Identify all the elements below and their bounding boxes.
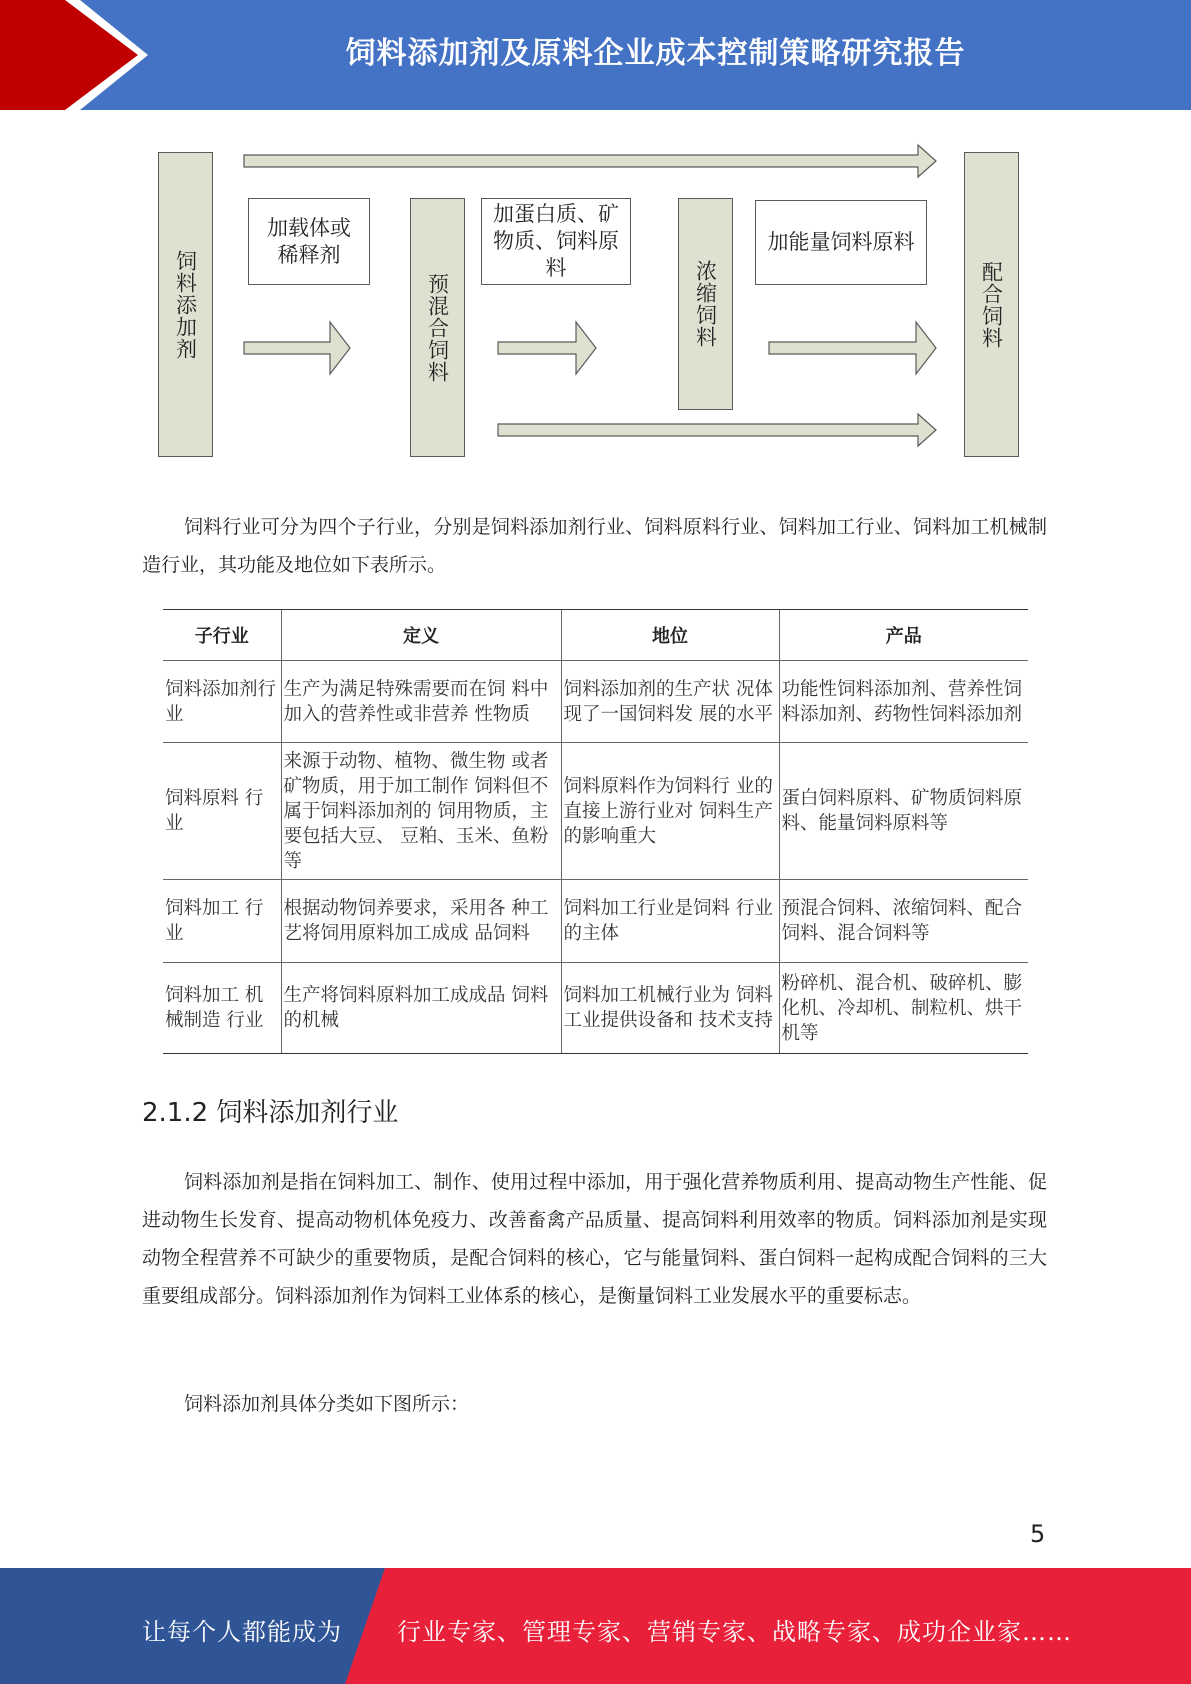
intro-paragraph: 饲料行业可分为四个子行业，分别是饲料添加剂行业、饲料原料行业、饲料加工行业、饲料加工机械制造行业，其功能及地位如下表所示。 xyxy=(142,516,1047,576)
header-title: 饲料添加剂及原料企业成本控制策略研究报告 xyxy=(345,36,966,71)
table-cell: 蛋白饲料原料、矿物质饲料原料、能量饲料原料等 xyxy=(779,743,1028,880)
flow-arrows xyxy=(140,140,1040,470)
page-number: 5 xyxy=(1030,1520,1046,1548)
arrow-premix-to-compound xyxy=(498,414,936,446)
compound-label: 配合饲料 xyxy=(979,260,1004,349)
table-cell: 饲料加工机械行业为 饲料工业提供设备和 技术支持 xyxy=(561,963,779,1054)
subindustry-table xyxy=(163,609,1028,1054)
page-header xyxy=(0,0,1191,110)
body-paragraph: 饲料添加剂是指在饲料加工、制作、使用过程中添加，用于强化营养物质利用、提高动物生产性能、促进动物生长发育、提高动物机体免疫力、改善畜禽产品质量、提高饲料利用效率的物质。饲料添加剂是实现动物全程营养不可缺少的重要物质，是配合饲料的核心，它与能量饲料、蛋白饲料一起构成配合饲料的三大重要组成部分。饲料添加剂作为饲料工业体系的核心，是衡量饲料工业发展水平的重要标志。 xyxy=(142,1171,1047,1307)
table-row xyxy=(163,661,1028,743)
table-cell: 根据动物饲养要求，采用各 种工艺将饲用原料加工成成 品饲料 xyxy=(281,880,561,963)
arrow-top-long xyxy=(244,145,936,177)
table-cell: 饲料原料作为饲料行 业的直接上游行业对 饲料生产的影响重大 xyxy=(561,743,779,880)
table-cell: 来源于动物、植物、微生物 或者矿物质，用于加工制作 饲料但不属于饲料添加剂的 饲用物质，主要包括大豆、 豆粕、玉米、鱼粉等 xyxy=(281,743,561,880)
table-row xyxy=(163,963,1028,1054)
table-cell: 饲料加工行业是饲料 行业的主体 xyxy=(561,880,779,963)
table-cell: 饲料原料 行业 xyxy=(163,743,281,880)
table-cell: 饲料添加剂的生产状 况体现了一国饲料发 展的水平 xyxy=(561,661,779,743)
table-cell: 预混合饲料、浓缩饲料、配合饲料、混合饲料等 xyxy=(779,880,1028,963)
table-row xyxy=(163,880,1028,963)
energy-label: 加能量饲料原料 xyxy=(767,230,915,254)
protein-label: 加蛋白质、矿物质、饲料原料 xyxy=(493,202,619,280)
footer-slogan-left: 让每个人都能成为 xyxy=(142,1618,342,1646)
carrier-label: 加载体或稀释剂 xyxy=(267,215,351,267)
concentrate-label: 浓缩饲料 xyxy=(693,260,718,348)
table-cell: 功能性饲料添加剂、营养性饲料添加剂、药物性饲料添加剂 xyxy=(779,661,1028,743)
arrow-concentrate-to-compound xyxy=(769,322,936,374)
header-products: 产品 xyxy=(779,610,1028,661)
table-cell: 饲料添加剂行业 xyxy=(163,661,281,743)
feed-process-diagram xyxy=(140,140,1040,470)
table-cell: 饲料加工 行业 xyxy=(163,880,281,963)
header-definition: 定义 xyxy=(281,610,561,661)
table-row xyxy=(163,743,1028,880)
table-cell: 粉碎机、混合机、破碎机、膨化机、冷却机、制粒机、烘干机等 xyxy=(779,963,1028,1054)
classification-intro: 饲料添加剂具体分类如下图所示： xyxy=(184,1393,470,1415)
premix-label: 预混合饲料 xyxy=(425,272,450,383)
arrow-additive-to-premix xyxy=(244,322,350,374)
page-footer xyxy=(0,1568,1191,1684)
table-cell: 生产为满足特殊需要而在饲 料中加入的营养性或非营养 性物质 xyxy=(281,661,561,743)
header-status: 地位 xyxy=(561,610,779,661)
arrow-premix-to-concentrate xyxy=(498,322,596,374)
footer-slogan-right: 行业专家、管理专家、营销专家、战略专家、成功企业家…… xyxy=(397,1618,1072,1646)
additive-label: 饲料添加剂 xyxy=(173,249,198,360)
table-cell: 生产将饲料原料加工成成品 饲料的机械 xyxy=(281,963,561,1054)
section-heading: 2.1.2 饲料添加剂行业 xyxy=(142,1098,399,1128)
table-header-row xyxy=(163,610,1028,661)
header-subindustry: 子行业 xyxy=(163,610,281,661)
table-cell: 饲料加工 机械制造 行业 xyxy=(163,963,281,1054)
